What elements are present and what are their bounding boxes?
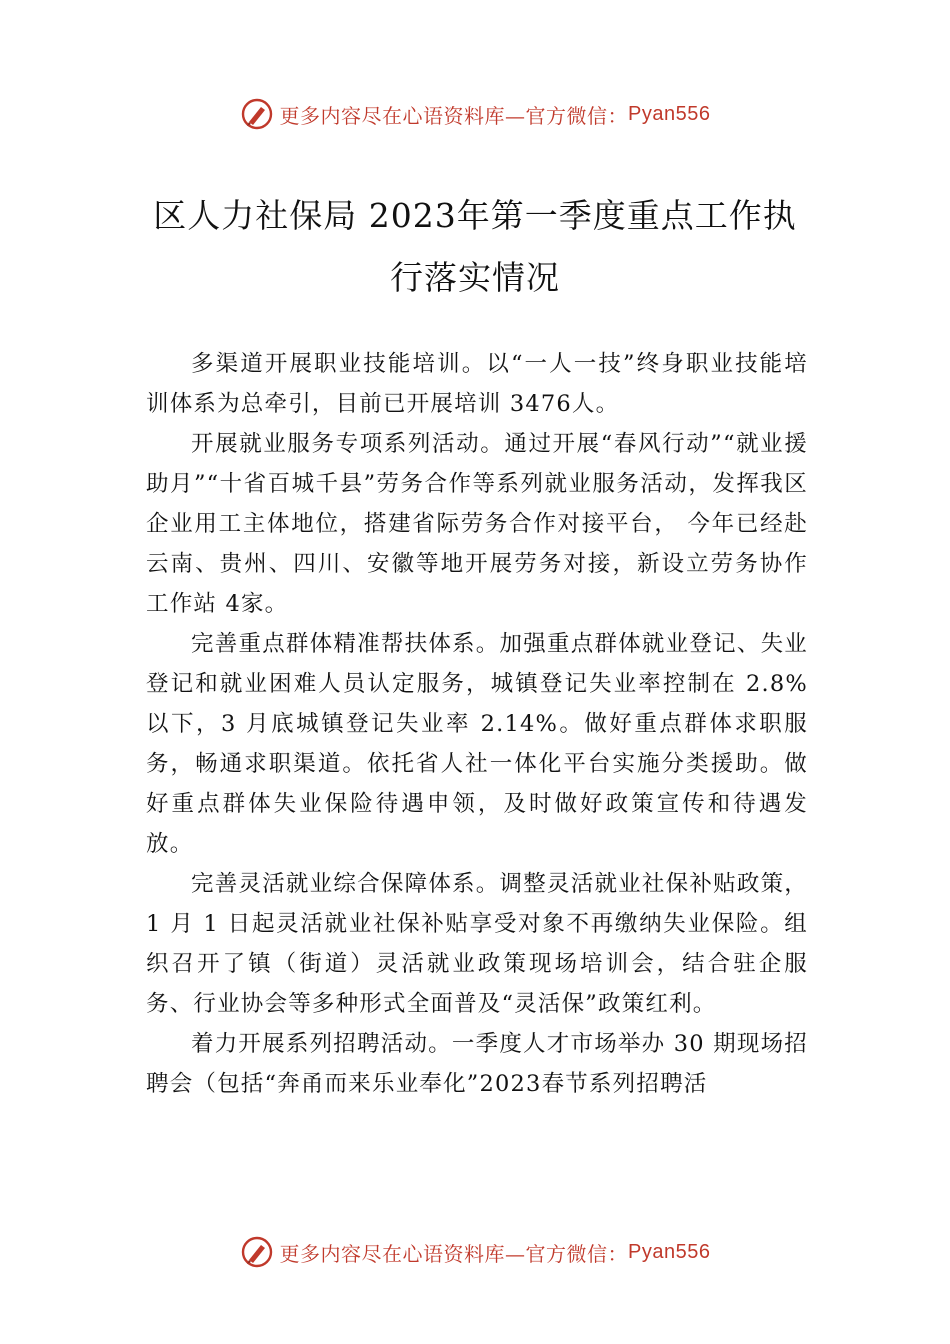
paragraph-skills-training: 多渠道开展职业技能培训。以“一人一技”终身职业技能培训体系为总牵引，目前已开展培训 3476人。: [146, 351, 808, 417]
pen-logo-icon: [240, 1235, 274, 1269]
watermark-text: 更多内容尽在心语资料库—官方微信：: [279, 103, 629, 128]
title-line-1: 区人力社保局 2023年第一季度重点工作执: [153, 196, 797, 235]
watermark-footer: [0, 1232, 950, 1272]
document-title: [120, 185, 830, 309]
paragraph-key-groups: 完善重点群体精准帮扶体系。加强重点群体就业登记、失业登记和就业困难人员认定服务，城镇登记失业率控制在 2.8%以下，3 月底城镇登记失业率 2.14%。做好重点群体求职服务，畅通求职渠道。依托省人社一体化平台实施分类援助。做好重点群体失业保险待遇申领，及时做好政策宣传和待遇发放。: [146, 631, 808, 857]
watermark-wechat-id: Pyan556: [628, 1240, 711, 1263]
document-body: [146, 344, 808, 1104]
watermark-wechat-id: Pyan556: [628, 102, 711, 125]
pen-logo-icon: [240, 97, 274, 131]
paragraph-employment-services: 开展就业服务专项系列活动。通过开展“春风行动”“就业援助月”“十省百城千县”劳务合作等系列就业服务活动，发挥我区企业用工主体地位，搭建省际劳务合作对接平台， 今年已经赴云南、贵州、四川、安徽等地开展劳务对接，新设立劳务协作工作站 4家。: [146, 431, 808, 617]
paragraph-flexible-employment: 完善灵活就业综合保障体系。调整灵活就业社保补贴政策，1 月 1 日起灵活就业社保补贴享受对象不再缴纳失业保险。组织召开了镇（街道）灵活就业政策现场培训会，结合驻企服务、行业协会等多种形式全面普及“灵活保”政策红利。: [146, 871, 808, 1017]
watermark-text: 更多内容尽在心语资料库—官方微信：: [279, 1241, 629, 1266]
watermark-header: [0, 94, 950, 134]
title-line-2: 行落实情况: [390, 258, 560, 297]
paragraph-recruitment: 着力开展系列招聘活动。一季度人才市场举办 30 期现场招聘会（包括“奔甬而来乐业奉化”2023春节系列招聘活: [146, 1031, 808, 1097]
